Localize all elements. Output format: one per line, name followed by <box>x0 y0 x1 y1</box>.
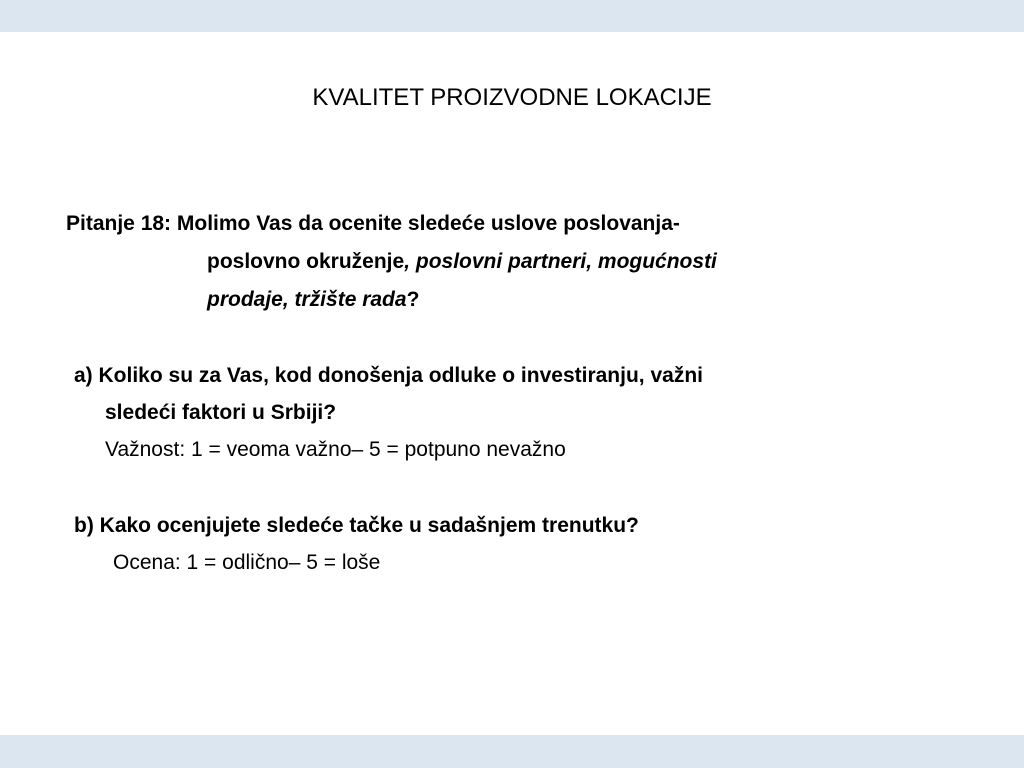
slide-title: KVALITET PROIZVODNE LOKACIJE <box>312 84 712 111</box>
part-a-line-1: a) Koliko su za Vas, kod donošenja odluke o investiranju, važni <box>74 364 703 387</box>
slide <box>0 32 1024 735</box>
question-line-3 <box>207 285 419 315</box>
part-b-scale: Ocena: 1 = odlično– 5 = loše <box>113 551 381 574</box>
question-line-3-italic: prodaje, tržište rada <box>207 288 407 311</box>
part-b-line-1: b) Kako ocenjujete sledeće tačke u sadašnjem trenutku? <box>74 514 639 537</box>
part-a-scale: Važnost: 1 = veoma važno– 5 = potpuno nevažno <box>105 438 566 461</box>
question-line-2-bold: poslovno okruženje <box>207 250 405 273</box>
question-line-3-end: ? <box>406 288 420 311</box>
part-a-line-2: sledeći faktori u Srbiji? <box>105 401 337 424</box>
question-line-2 <box>207 247 717 277</box>
question-line-2-italic: , poslovni partneri, mogućnosti <box>404 250 717 273</box>
question-line-1: Pitanje 18: Molimo Vas da ocenite sledeće uslove poslovanja- <box>66 212 680 235</box>
